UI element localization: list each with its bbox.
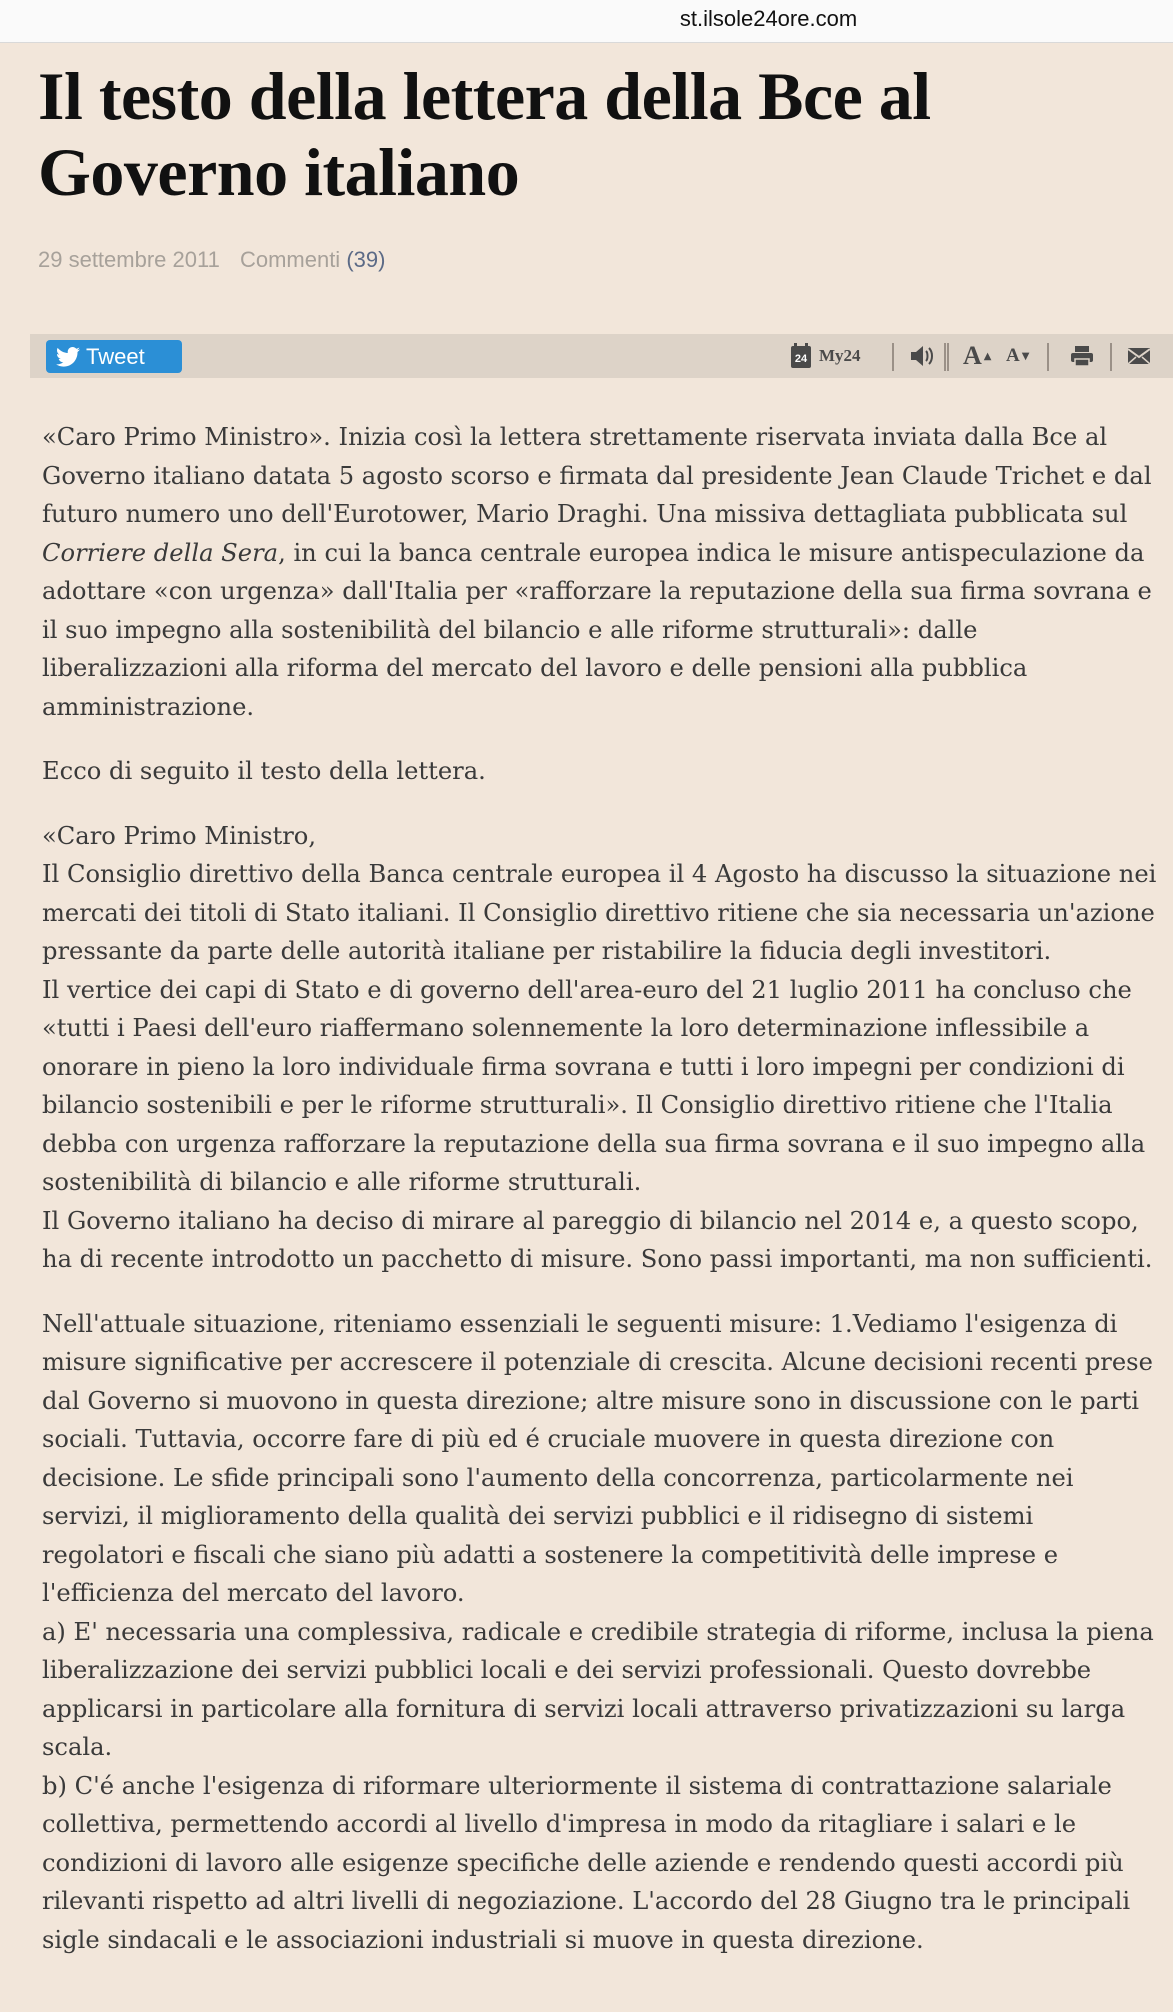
print-icon: [1070, 345, 1094, 367]
browser-url-bar[interactable]: [0, 0, 1173, 43]
my24-label: My24: [819, 346, 861, 365]
article-paragraph: [42, 752, 1162, 791]
comments-link[interactable]: Commenti: [239, 247, 341, 272]
article-paragraph: [42, 418, 1162, 726]
article-body: [42, 418, 1162, 1985]
article-meta: [38, 247, 385, 273]
article-date: 29 settembre 2011: [38, 247, 220, 272]
font-decrease-icon: A: [1006, 345, 1020, 366]
letter-line: Nell'attuale situazione, riteniamo essenziali le seguenti misure: 1.Vediamo l'esigenza di misure significative per accrescere il potenziale di crescita. Alcune decisioni recenti prese dal Governo si muovono in questa direzione; altre misure sono in discussione con le parti sociali. Tuttavia, occorre fare di più ed é cruciale muovere in questa direzione con decisione. Le sfide principali sono l'aumento della concorrenza, particolarmente nei servizi, il miglioramento della qualità dei servizi pubblici e il ridisegno di sistemi regolatori e fiscali che siano più adatti a sostenere la competitività delle imprese e l'efficienza del mercato del lavoro.: [42, 1309, 1153, 1607]
paragraph-text: «Caro Primo Ministro». Inizia così la lettera strettamente riservata inviata dalla Bce al Governo italiano datata 5 agosto scorso e firmata dal presidente Jean Claude Trichet e dal futuro numero uno dell'Eurotower, Mario Draghi. Una missiva dettagliata pubblicata sul: [42, 423, 1152, 528]
letter-line: a) E' necessaria una complessiva, radicale e credibile strategia di riforme, inclusa la piena liberalizzazione dei servizi pubblici locali e dei servizi professionali. Questo dovrebbe applicarsi in particolare alla fornitura di servizi locali attraverso privatizzazioni su larga scala.: [42, 1617, 1154, 1761]
toolbar-divider: [1047, 343, 1049, 371]
toolbar-divider: [944, 343, 946, 371]
my24-button[interactable]: [789, 334, 861, 378]
letter-line: Il vertice dei capi di Stato e di governo dell'area-euro del 21 luglio 2011 ha concluso che «tutti i Paesi dell'euro riaffermano solennemente la loro determinazione inflessibile a onorare in pieno la loro individuale firma sovrana e tutti i loro impegni per condizioni di bilancio sostenibili e per le riforme strutturali». Il Consiglio direttivo ritiene che l'Italia debba con urgenza rafforzare la reputazione della sua firma sovrana e il suo impegno alla sostenibilità di bilancio e alle riforme strutturali.: [42, 975, 1146, 1196]
tweet-label: Tweet: [86, 344, 145, 369]
speaker-icon: [909, 344, 935, 368]
email-button[interactable]: [1127, 334, 1151, 378]
font-decrease-button[interactable]: [1006, 334, 1029, 378]
toolbar-divider: [892, 343, 894, 371]
caret-up-icon: ▲: [983, 350, 992, 362]
svg-text:24: 24: [794, 353, 808, 365]
paragraph-text: , in cui la banca centrale europea indica le misure antispeculazione da adottare «con urgenza» dall'Italia per «rafforzare la reputazione della sua firma sovrana e il suo impegno alla sostenibilità del bilancio e alle riforme strutturali»: dalle liberalizzazioni alla riforma del mercato del lavoro e delle pensioni alla pubblica amministrazione.: [42, 538, 1152, 721]
article-headline: [38, 58, 1138, 210]
url-text[interactable]: st.ilsole24ore.com: [679, 6, 858, 31]
email-icon: [1127, 347, 1151, 365]
letter-line: Il Governo italiano ha deciso di mirare al pareggio di bilancio nel 2014 e, a questo scopo, ha di recente introdotto un pacchetto di misure. Sono passi importanti, ma non sufficienti.: [42, 1206, 1153, 1273]
print-button[interactable]: [1070, 334, 1094, 378]
twitter-bird-icon: [56, 347, 80, 367]
toolbar-divider: [1110, 343, 1112, 371]
font-increase-button[interactable]: [963, 334, 991, 378]
letter-salutation: «Caro Primo Ministro,: [42, 821, 317, 850]
letter-line: b) C'é anche l'esigenza di riformare ulteriormente il sistema di contrattazione salariale collettiva, permettendo accordi al livello d'impresa in modo da ritagliare i salari e le condizioni di lavoro alle esigenze specifiche delle aziende e rendendo questi accordi più rilevanti rispetto ad altri livelli di negoziazione. L'accordo del 28 Giugno tra le principali sigle sindacali e le associazioni industriali si muove in questa direzione.: [42, 1771, 1131, 1954]
letter-line: Il Consiglio direttivo della Banca centrale europea il 4 Agosto ha discusso la situazione nei mercati dei titoli di Stato italiani. Il Consiglio direttivo ritiene che sia necessaria un'azione pressante da parte delle autorità italiane per ristabilire la fiducia degli investitori.: [42, 860, 1157, 965]
paragraph-text: Ecco di seguito il testo della lettera.: [42, 757, 486, 785]
listen-button[interactable]: [909, 334, 935, 378]
headline-line-2: Governo italiano: [38, 134, 520, 210]
comments-count[interactable]: (39): [346, 247, 386, 272]
font-increase-icon: A: [963, 341, 982, 370]
article-paragraph: [42, 1305, 1162, 1960]
toolbar-divider: [947, 343, 949, 371]
newspaper-name: Corriere della Sera: [42, 538, 279, 567]
caret-down-icon: ▼: [1021, 350, 1030, 362]
headline-line-1: Il testo della lettera della Bce al: [38, 58, 931, 134]
article-paragraph: [42, 817, 1162, 1279]
article-toolbar: [30, 334, 1173, 378]
my24-icon: [789, 343, 813, 369]
tweet-button[interactable]: [46, 340, 182, 373]
